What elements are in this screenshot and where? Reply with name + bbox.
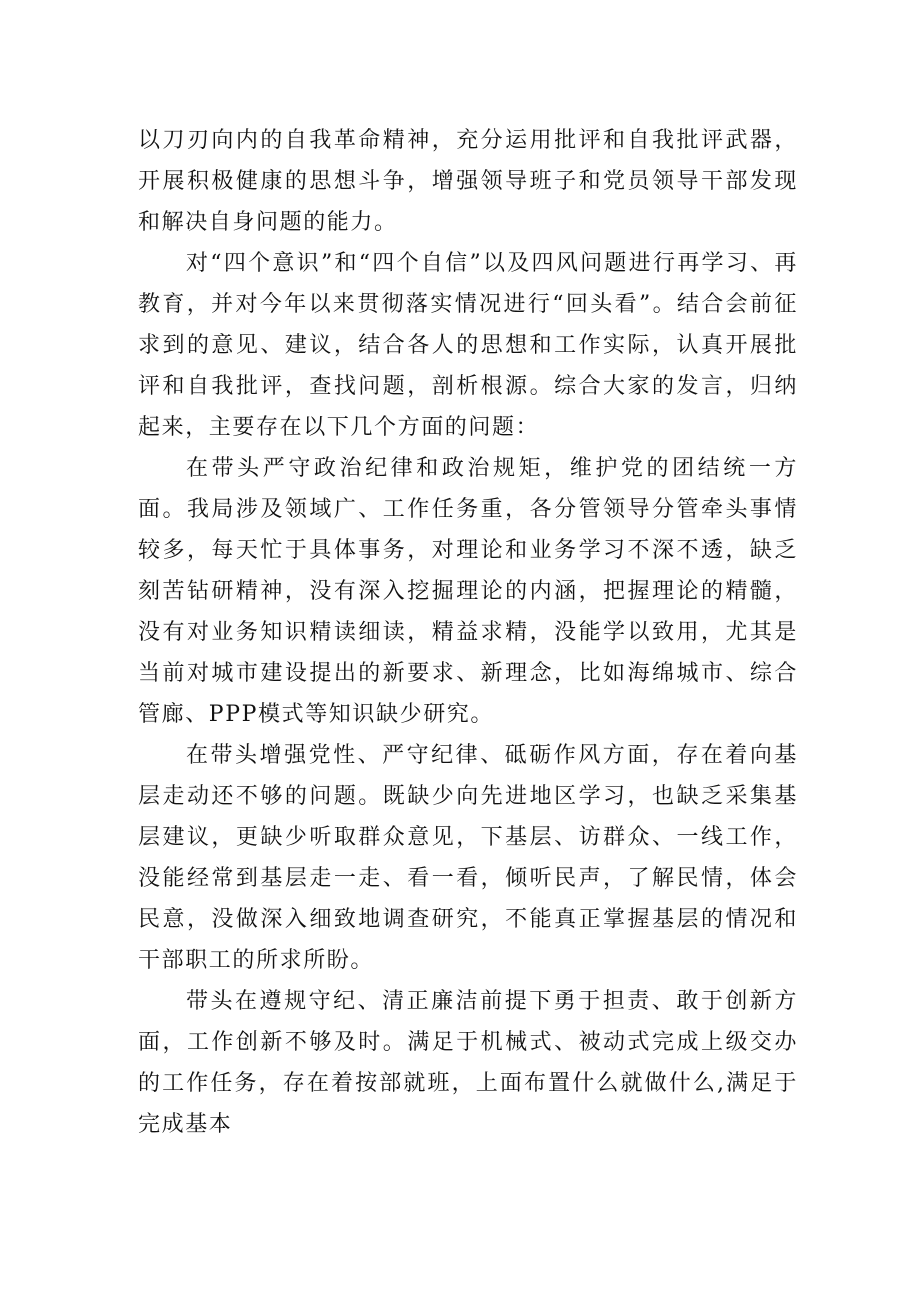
paragraph-party-spirit: 在带头增强党性、严守纪律、砥砺作风方面，存在着向基层走动还不够的问题。既缺少向先进地区学习，也缺乏采集基层建议，更缺少听取群众意见，下基层、访群众、一线工作，没能经常到基层走一走、看一看，倾听民声，了解民情，体会民意，没做深入细致地调查研究，不能真正掌握基层的情况和干部职工的所求所盼。	[138, 743, 798, 973]
document-body	[138, 120, 798, 1145]
paragraph-responsibility-innovation: 带头在遵规守纪、清正廉洁前提下勇于担责、敢于创新方面，工作创新不够及时。满足于机械式、被动式完成上级交办的工作任务，存在着按部就班，上面布置什么就做什么,满足于完成基本	[138, 989, 798, 1137]
paragraph-review-intro: 对“四个意识”和“四个自信”以及四风问题进行再学习、再教育，并对今年以来贯彻落实情况进行“回头看”。结合会前征求到的意见、建议，结合各人的思想和工作实际，认真开展批评和自我批评，查找问题，剖析根源。综合大家的发言，归纳起来，主要存在以下几个方面的问题：	[138, 251, 798, 440]
paragraph-continuation: 以刀刃向内的自我革命精神，充分运用批评和自我批评武器，开展积极健康的思想斗争，增强领导班子和党员领导干部发现和解决自身问题的能力。	[138, 128, 798, 235]
paragraph-political-discipline: 在带头严守政治纪律和政治规矩，维护党的团结统一方面。我局涉及领域广、工作任务重，各分管领导分管牵头事情较多，每天忙于具体事务，对理论和业务学习不深不透，缺乏刻苦钻研精神，没有深入挖掘理论的内涵，把握理论的精髓，没有对业务知识精读细读，精益求精，没能学以致用，尤其是当前对城市建设提出的新要求、新理念，比如海绵城市、综合管廊、PPP模式等知识缺少研究。	[138, 456, 798, 727]
